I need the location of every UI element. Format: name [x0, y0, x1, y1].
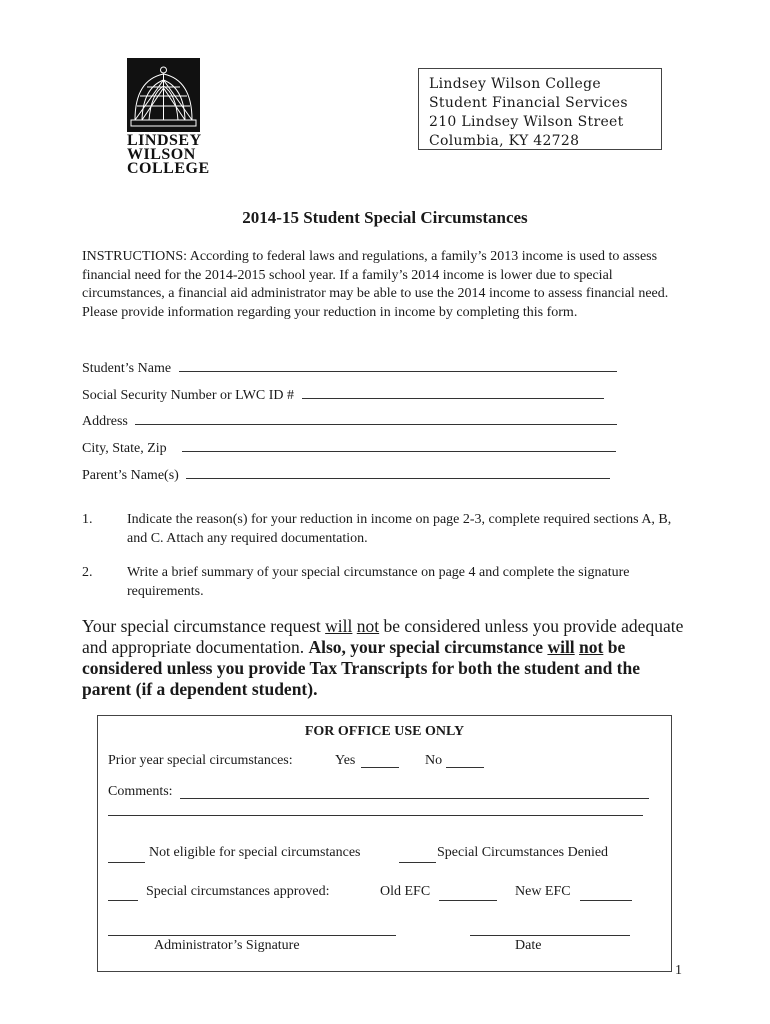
ssn-label: Social Security Number or LWC ID # — [82, 388, 295, 403]
comments-label: Comments: — [108, 784, 173, 799]
student-name-label: Student’s Name — [82, 361, 172, 376]
page-number: 1 — [675, 963, 682, 978]
address-line2: Student Financial Services — [429, 95, 628, 111]
new-efc-label: New EFC — [515, 884, 571, 899]
page-title: 2014-15 Student Special Circumstances — [242, 208, 528, 227]
address-line[interactable] — [135, 412, 617, 425]
denied-blank[interactable] — [399, 862, 436, 863]
not-eligible-label: Not eligible for special circumstances — [149, 845, 361, 860]
parents-field[interactable] — [82, 466, 610, 484]
office-use-box — [97, 715, 672, 972]
office-heading: FOR OFFICE USE ONLY — [304, 724, 465, 739]
old-efc-blank[interactable] — [439, 900, 497, 901]
address-field[interactable] — [82, 412, 617, 430]
warning-paragraph: Your special circumstance request will not be considered unless you provide adequate and appropriate documentation. Also, your special circumstance will not be considered unless you provide Tax Transcripts for both the student and the parent (if a dependent student). — [82, 616, 684, 699]
old-efc-label: Old EFC — [380, 884, 431, 899]
yes-label: Yes — [335, 753, 356, 768]
comments-line-2[interactable] — [108, 815, 643, 816]
comments-line-1[interactable] — [180, 798, 649, 799]
dome-icon — [127, 58, 200, 132]
parents-label: Parent’s Name(s) — [82, 468, 179, 483]
instructions: INSTRUCTIONS: According to federal laws and regulations, a family’s 2013 income is used to assess financial need for the 2014-2015 school year. If a family’s 2014 income is lower due to special circumstances, a financial aid administrator may be able to use the 2014 income to assess financial need. Please provide information regarding your reduction in income by completing this form. — [82, 249, 669, 320]
step-2-text: Write a brief summary of your special circumstance on page 4 and complete the signature requirements. — [127, 565, 630, 599]
logo-text-line1: LINDSEY — [127, 132, 202, 149]
student-name-line[interactable] — [179, 359, 617, 372]
address-line3: 210 Lindsey Wilson Street — [429, 114, 624, 130]
no-blank[interactable] — [446, 767, 484, 768]
approved-label: Special circumstances approved: — [146, 884, 330, 899]
yes-blank[interactable] — [361, 767, 399, 768]
denied-label: Special Circumstances Denied — [437, 845, 609, 860]
address-line4: Columbia, KY 42728 — [429, 133, 580, 149]
prior-year-label: Prior year special circumstances: — [108, 753, 293, 768]
city-line[interactable] — [182, 439, 616, 452]
address-box — [418, 68, 662, 150]
city-label: City, State, Zip — [82, 441, 167, 456]
new-efc-blank[interactable] — [580, 900, 632, 901]
logo-text-line3: COLLEGE — [127, 160, 210, 177]
college-logo — [127, 58, 210, 177]
not-eligible-blank[interactable] — [108, 862, 145, 863]
approved-blank[interactable] — [108, 900, 138, 901]
address-line1: Lindsey Wilson College — [429, 76, 601, 92]
no-label: No — [425, 753, 443, 768]
ssn-line[interactable] — [302, 386, 604, 399]
date-line[interactable] — [470, 935, 630, 936]
ssn-field[interactable] — [82, 386, 604, 404]
logo-text-line2: WILSON — [127, 146, 196, 163]
admin-signature-label: Administrator’s Signature — [154, 938, 300, 953]
city-field[interactable] — [82, 439, 616, 457]
parents-line[interactable] — [186, 466, 610, 479]
step-1-text: Indicate the reason(s) for your reduction in income on page 2-3, complete required sections A, B, and C. Attach any required documentation. — [127, 512, 672, 546]
step-2-number: 2. — [82, 565, 93, 580]
student-name-field[interactable] — [82, 359, 617, 377]
date-label: Date — [515, 938, 542, 953]
admin-signature-line[interactable] — [108, 935, 396, 936]
step-1-number: 1. — [82, 512, 93, 527]
address-label: Address — [82, 414, 128, 429]
